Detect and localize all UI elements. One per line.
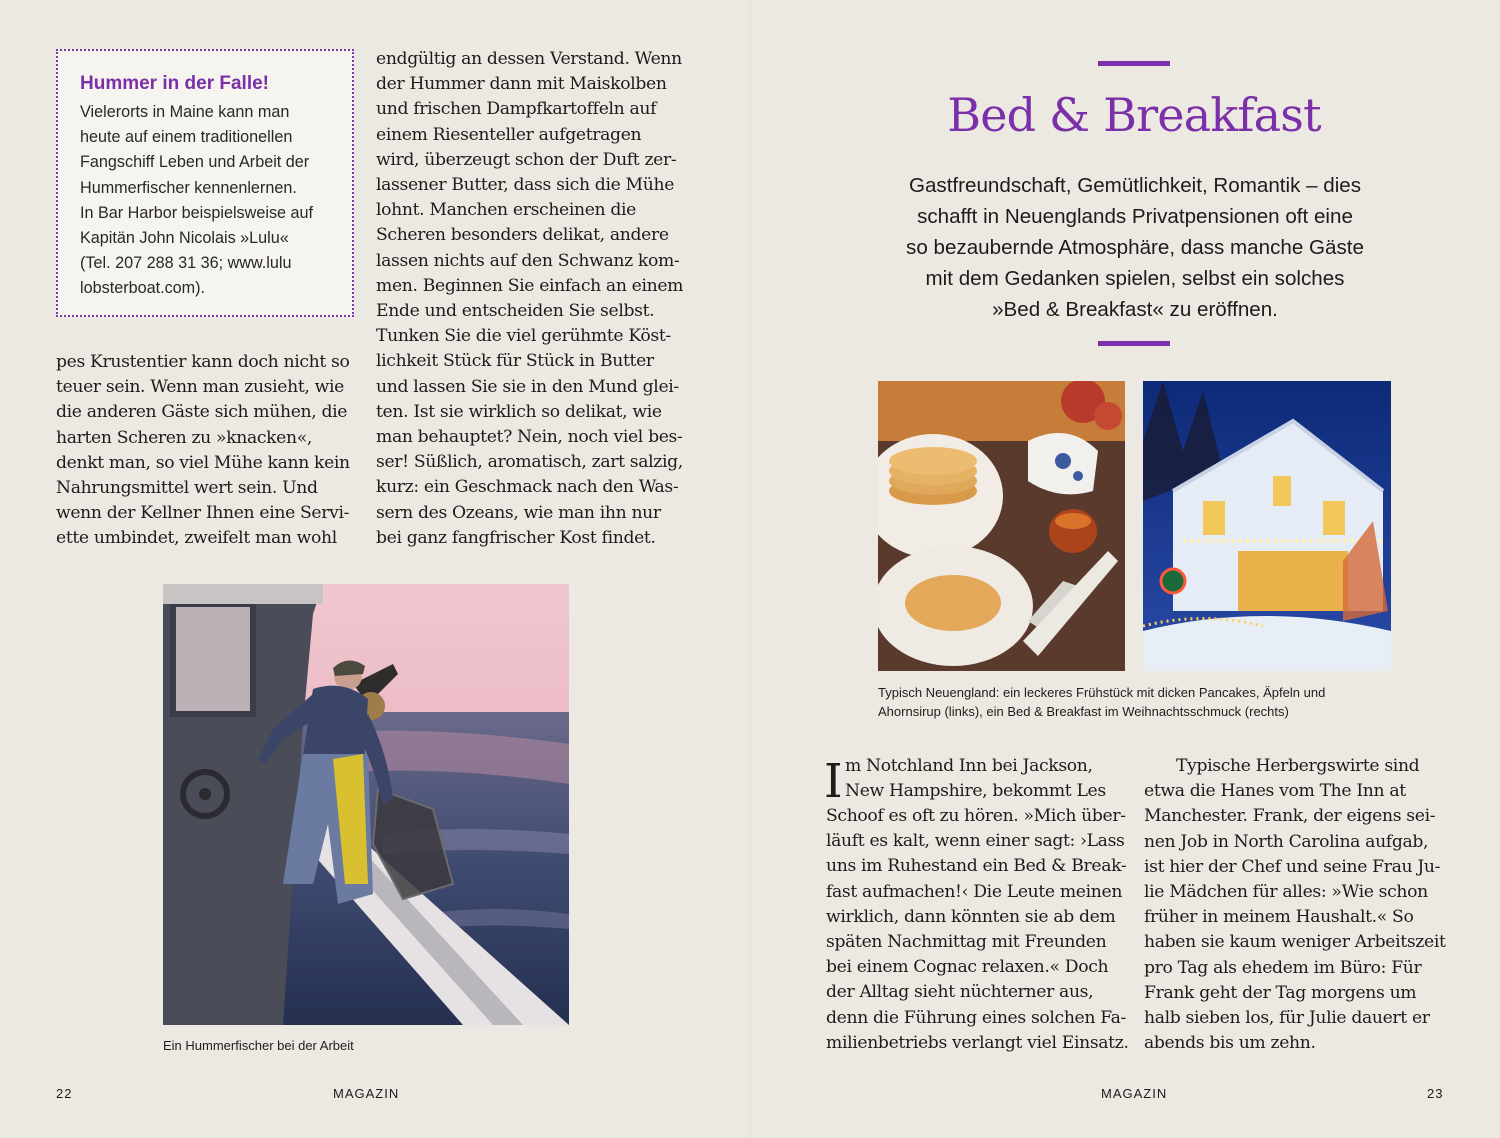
text-line: men. Beginnen Sie einfach an einem	[376, 275, 684, 296]
info-box-line: (Tel. 207 288 31 36; www.lulu	[80, 254, 292, 273]
info-box-title: Hummer in der Falle!	[80, 73, 269, 94]
text-line: kurz: ein Geschmack nach den Was-	[376, 477, 679, 498]
text-line: läuft es kalt, wenn einer sagt: ›Lass	[826, 831, 1125, 852]
text-line: und lassen Sie sie in den Mund glei-	[376, 376, 679, 397]
info-box	[56, 49, 354, 317]
text-line: bei einem Cognac relaxen.« Doch	[826, 957, 1109, 978]
text-line: der Alltag sieht nüchterner aus,	[826, 982, 1094, 1003]
text-line: Scheren besonders delikat, andere	[376, 225, 669, 246]
right-section-label: MAGAZIN	[1101, 1086, 1168, 1101]
text-line: lassen nichts auf den Schwanz kom-	[376, 250, 680, 271]
drop-cap: I	[824, 754, 843, 809]
left-section-label: MAGAZIN	[333, 1086, 400, 1101]
text-line: Manchester. Frank, der eigens sei-	[1144, 806, 1436, 827]
lobster-fisherman-illustration	[163, 584, 569, 1025]
left-body-column-2	[376, 47, 683, 551]
lead-line: mit dem Gedanken spielen, selbst ein solches	[925, 267, 1345, 290]
info-box-line: lobsterboat.com).	[80, 279, 206, 298]
lobster-photo-caption: Ein Hummerfischer bei der Arbeit	[163, 1038, 354, 1053]
text-line: Nahrungsmittel wert sein. Und	[56, 478, 318, 499]
breakfast-photo-caption	[878, 683, 1325, 721]
heading-rule-bottom	[1098, 341, 1170, 346]
text-line: Tunken Sie die viel gerühmte Köst-	[376, 326, 671, 347]
text-line: ten. Ist sie wirklich so delikat, wie	[376, 401, 662, 422]
text-line: fast aufmachen!‹ Die Leute meinen	[826, 881, 1123, 902]
text-line: die anderen Gäste sich mühen, die	[56, 402, 348, 423]
text-line: wenn der Kellner Ihnen eine Servi-	[56, 503, 350, 524]
lead-paragraph	[840, 170, 1430, 325]
text-line: späten Nachmittag mit Freunden	[826, 932, 1107, 953]
text-line: pes Krustentier kann doch nicht so	[56, 352, 350, 372]
text-line: lichkeit Stück für Stück in Butter	[376, 351, 654, 372]
text-line: lie Mädchen für alles: »Wie schon	[1144, 882, 1428, 903]
info-box-line: Hummerfischer kennenlernen.	[80, 178, 297, 197]
text-line: endgültig an dessen Verstand. Wenn	[376, 49, 682, 69]
info-box-line: heute auf einem traditionellen	[80, 128, 293, 147]
text-line: bei ganz fangfrischer Kost findet.	[376, 527, 656, 548]
text-line: sern des Ozeans, wie man ihn nur	[376, 502, 661, 523]
text-line: Ende und entscheiden Sie selbst.	[376, 301, 655, 322]
text-line: teuer sein. Wenn man zusieht, wie	[56, 377, 344, 398]
info-box-body	[80, 100, 313, 302]
text-line: lassener Butter, dass sich die Mühe	[376, 175, 675, 196]
text-line: wird, überzeugt schon der Duft zer-	[376, 149, 677, 170]
text-line: Typische Herbergswirte sind	[1176, 756, 1420, 776]
lead-line: Gastfreundschaft, Gemütlichkeit, Romantik – dies	[908, 174, 1362, 197]
text-line: ist hier der Chef und seine Frau Ju-	[1144, 856, 1441, 877]
info-box-line: Kapitän John Nicolais »Lulu«	[80, 229, 289, 248]
lead-line: so bezaubernde Atmosphäre, dass manche Gäste	[906, 236, 1364, 259]
lobster-fisherman-photo	[163, 584, 569, 1025]
text-line: milienbetriebs verlangt viel Einsatz.	[826, 1032, 1129, 1053]
text-line: einem Riesenteller aufgetragen	[376, 124, 642, 145]
text-line: haben sie kaum weniger Arbeitszeit	[1144, 932, 1446, 953]
info-box-line: Vielerorts in Maine kann man	[80, 103, 290, 121]
lead-line: »Bed & Breakfast« zu eröffnen.	[992, 298, 1278, 321]
text-line: nen Job in North Carolina aufgab,	[1144, 831, 1429, 852]
right-body-column-2	[1144, 754, 1446, 1056]
text-line: harten Scheren zu »knacken«,	[56, 427, 313, 448]
caption-line: Ahornsirup (links), ein Bed & Breakfast im Weihnachtsschmuck (rechts)	[878, 704, 1289, 719]
text-line: denn die Führung eines solchen Fa-	[826, 1007, 1126, 1028]
text-line: denkt man, so viel Mühe kann kein	[56, 452, 350, 473]
bed-and-breakfast-photo	[1143, 381, 1391, 671]
text-line: Frank geht der Tag morgens um	[1144, 982, 1417, 1003]
text-line: halb sieben los, für Julie dauert er	[1144, 1008, 1430, 1029]
text-line: ette umbindet, zweifelt man wohl	[56, 528, 337, 549]
page-gutter	[748, 0, 752, 1138]
text-line: ser! Süßlich, aromatisch, zart salzig,	[376, 452, 683, 473]
text-line: etwa die Hanes vom The Inn at	[1144, 781, 1406, 802]
text-line: früher in meinem Haushalt.« So	[1144, 907, 1414, 928]
heading-rule-top	[1098, 61, 1170, 66]
text-line: der Hummer dann mit Maiskolben	[376, 74, 667, 95]
page-heading: Bed & Breakfast	[947, 88, 1321, 142]
right-body-column-1-indented	[845, 754, 1106, 804]
right-page-number: 23	[1427, 1086, 1444, 1101]
christmas-inn-illustration	[1143, 381, 1391, 671]
left-body-column-1	[56, 350, 350, 552]
breakfast-illustration	[878, 381, 1125, 671]
left-page-number: 22	[56, 1086, 73, 1101]
text-line: abends bis um zehn.	[1144, 1033, 1316, 1054]
caption-line: Typisch Neuengland: ein leckeres Frühstück mit dicken Pancakes, Äpfeln und	[878, 685, 1326, 700]
lead-line: schafft in Neuenglands Privatpensionen oft eine	[917, 205, 1353, 228]
right-body-column-1	[826, 804, 1129, 1056]
text-line: wirklich, dann könnten sie ab dem	[826, 906, 1116, 927]
info-box-line: Fangschiff Leben und Arbeit der	[80, 153, 310, 172]
text-line: New Hampshire, bekommt Les	[845, 781, 1106, 802]
text-line: und frischen Dampfkartoffeln auf	[376, 99, 657, 120]
breakfast-photo	[878, 381, 1125, 671]
text-line: uns im Ruhestand ein Bed & Break-	[826, 856, 1127, 877]
text-line: lohnt. Manchen erscheinen die	[376, 200, 636, 221]
text-line: man behauptet? Nein, noch viel bes-	[376, 427, 683, 448]
text-line: m Notchland Inn bei Jackson,	[845, 756, 1093, 776]
info-box-line: In Bar Harbor beispielsweise auf	[80, 203, 314, 222]
text-line: pro Tag als ehedem im Büro: Für	[1144, 957, 1422, 978]
text-line: Schoof es oft zu hören. »Mich über-	[826, 806, 1126, 826]
